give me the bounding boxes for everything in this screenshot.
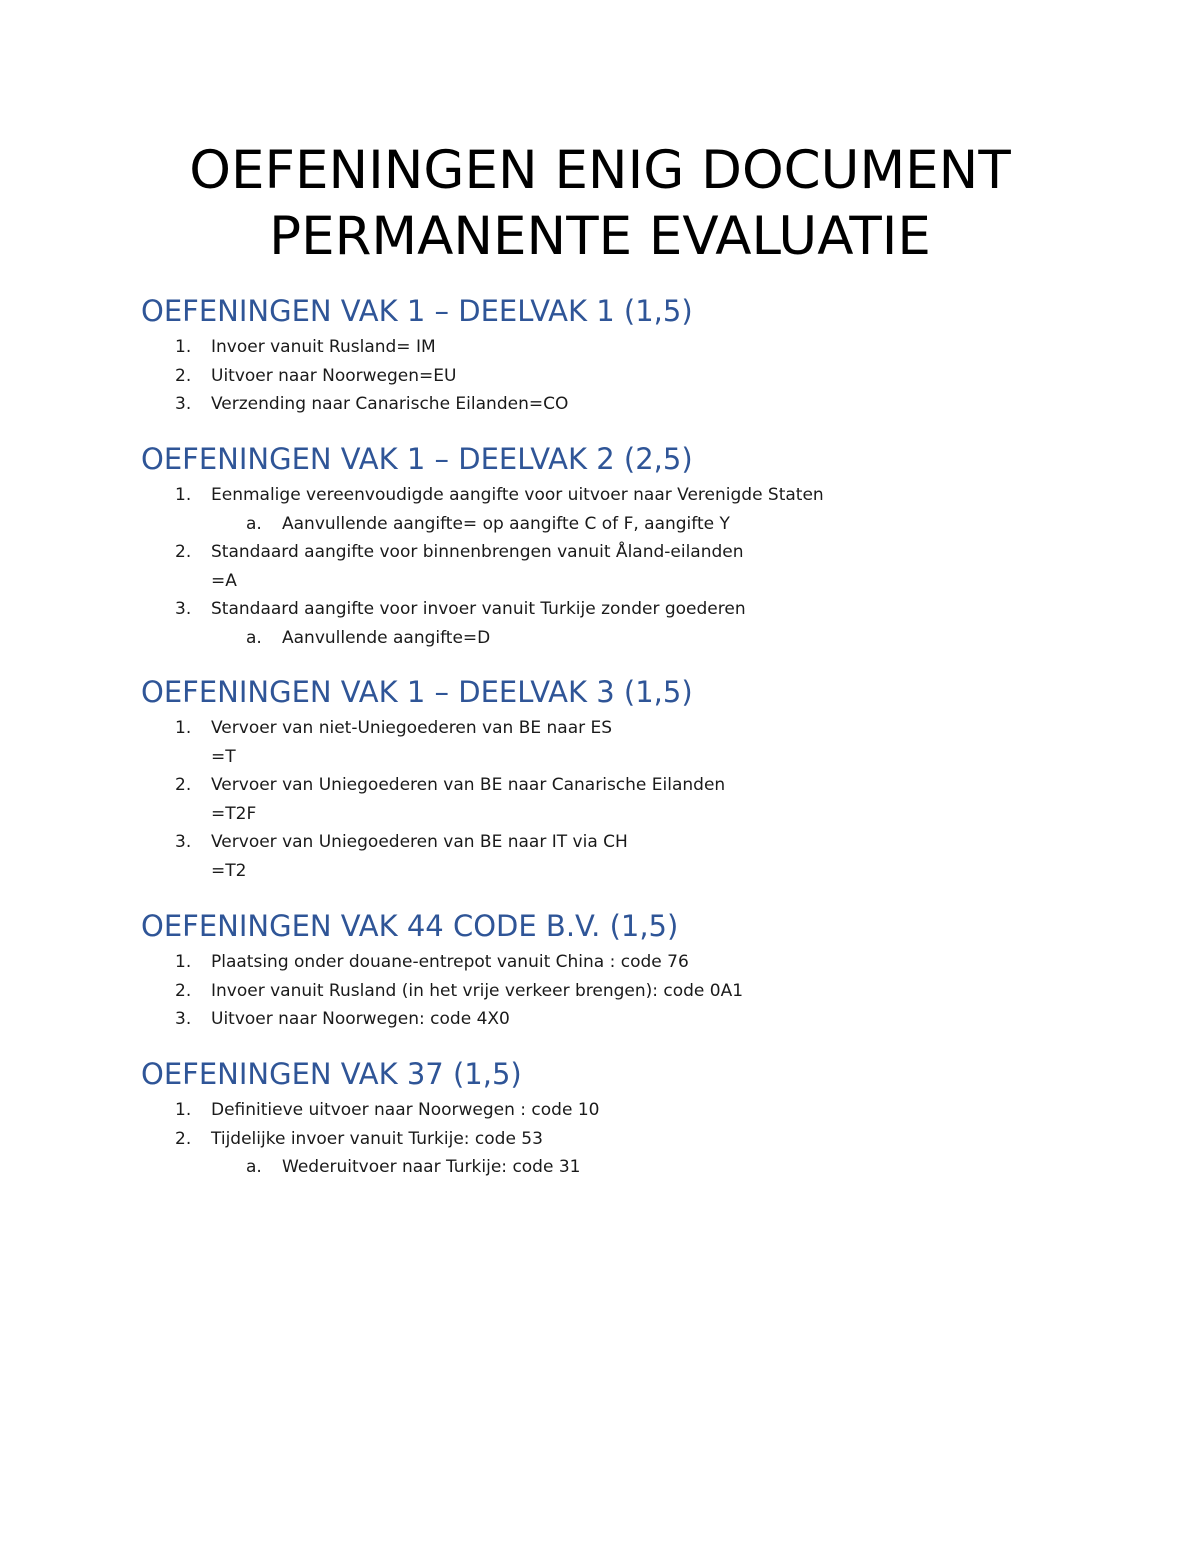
section-list — [141, 333, 1141, 419]
list-text: Plaatsing onder douane-entrepot vanuit China : code 76 — [211, 952, 689, 972]
list-text: Vervoer van Uniegoederen van BE naar Canarische Eilanden — [211, 775, 726, 796]
list-text: Invoer vanuit Rusland= IM — [211, 337, 436, 357]
document-title-line-2: PERMANENTE EVALUATIE — [269, 206, 931, 267]
list-item — [141, 714, 1141, 743]
list-number: 3. — [175, 832, 192, 853]
list-item — [141, 1125, 1141, 1154]
list-subitem — [141, 510, 1141, 539]
list-number: 3. — [175, 1009, 192, 1030]
list-item-continuation — [141, 857, 1141, 886]
list-text: Verzending naar Canarische Eilanden=CO — [211, 394, 569, 415]
list-item — [141, 1096, 1141, 1125]
section-heading: OEFENINGEN VAK 1 – DEELVAK 1 (1,5) — [141, 294, 693, 328]
section-list — [141, 948, 1141, 1034]
section-vak44-code — [141, 908, 1141, 1034]
list-text: Tijdelijke invoer vanuit Turkije: code 53 — [211, 1128, 543, 1149]
section-heading: OEFENINGEN VAK 1 – DEELVAK 3 (1,5) — [141, 675, 693, 709]
list-text: Standaard aangifte voor invoer vanuit Turkije zonder goederen — [211, 599, 746, 620]
list-number: 2. — [175, 542, 192, 563]
list-item-continuation — [141, 567, 1141, 596]
section-vak1-deelvak1 — [141, 293, 1141, 419]
list-text: Standaard aangifte voor binnenbrengen vanuit Åland-eilanden — [211, 542, 744, 563]
document-title-line-1: OEFENINGEN ENIG DOCUMENT — [189, 140, 1011, 201]
list-letter: a. — [246, 1157, 262, 1178]
list-item-continuation — [141, 800, 1141, 829]
list-text: Vervoer van Uniegoederen van BE naar IT via CH — [211, 832, 628, 853]
list-subitem — [141, 624, 1141, 653]
list-text: Invoer vanuit Rusland (in het vrije verkeer brengen): code 0A1 — [211, 980, 744, 1001]
list-number: 2. — [175, 980, 192, 1001]
list-item-continuation — [141, 743, 1141, 772]
list-subitem — [141, 1153, 1141, 1182]
section-vak1-deelvak3 — [141, 674, 1141, 886]
list-item — [141, 828, 1141, 857]
list-number: 2. — [175, 775, 192, 796]
list-number: 3. — [175, 394, 192, 415]
list-item — [141, 1005, 1141, 1034]
list-item — [141, 333, 1141, 362]
section-list — [141, 1096, 1141, 1182]
list-number: 1. — [175, 718, 192, 738]
list-letter: a. — [246, 627, 262, 648]
list-text: Definitieve uitvoer naar Noorwegen : code 10 — [211, 1100, 600, 1120]
list-text: Uitvoer naar Noorwegen=EU — [211, 365, 457, 386]
section-heading: OEFENINGEN VAK 1 – DEELVAK 2 (2,5) — [141, 442, 693, 476]
list-letter: a. — [246, 513, 262, 534]
list-item — [141, 771, 1141, 800]
list-item — [141, 481, 1141, 510]
list-item — [141, 362, 1141, 391]
list-number: 2. — [175, 1128, 192, 1149]
section-list — [141, 714, 1141, 886]
list-number: 2. — [175, 365, 192, 386]
list-number: 1. — [175, 337, 192, 357]
section-vak1-deelvak2 — [141, 441, 1141, 653]
list-item — [141, 595, 1141, 624]
list-text: Uitvoer naar Noorwegen: code 4X0 — [211, 1009, 510, 1030]
list-text: Wederuitvoer naar Turkije: code 31 — [282, 1157, 581, 1178]
list-text: =T2F — [211, 803, 257, 824]
list-item — [141, 977, 1141, 1006]
list-number: 1. — [175, 1100, 192, 1120]
list-item — [141, 948, 1141, 977]
list-text: =T2 — [211, 860, 247, 881]
list-item — [141, 390, 1141, 419]
list-text: Vervoer van niet-Uniegoederen van BE naar ES — [211, 718, 613, 738]
list-number: 1. — [175, 485, 192, 505]
section-heading: OEFENINGEN VAK 44 CODE B.V. (1,5) — [141, 909, 679, 943]
list-item — [141, 538, 1141, 567]
list-number: 1. — [175, 952, 192, 972]
document-title — [0, 138, 1200, 270]
list-text: =A — [211, 570, 237, 591]
list-text: Eenmalige vereenvoudigde aangifte voor uitvoer naar Verenigde Staten — [211, 485, 824, 505]
list-number: 3. — [175, 599, 192, 620]
section-list — [141, 481, 1141, 653]
list-text: Aanvullende aangifte= op aangifte C of F, aangifte Y — [282, 513, 730, 534]
list-text: Aanvullende aangifte=D — [282, 627, 491, 648]
list-text: =T — [211, 746, 236, 767]
section-vak37 — [141, 1056, 1141, 1182]
section-heading: OEFENINGEN VAK 37 (1,5) — [141, 1057, 522, 1091]
